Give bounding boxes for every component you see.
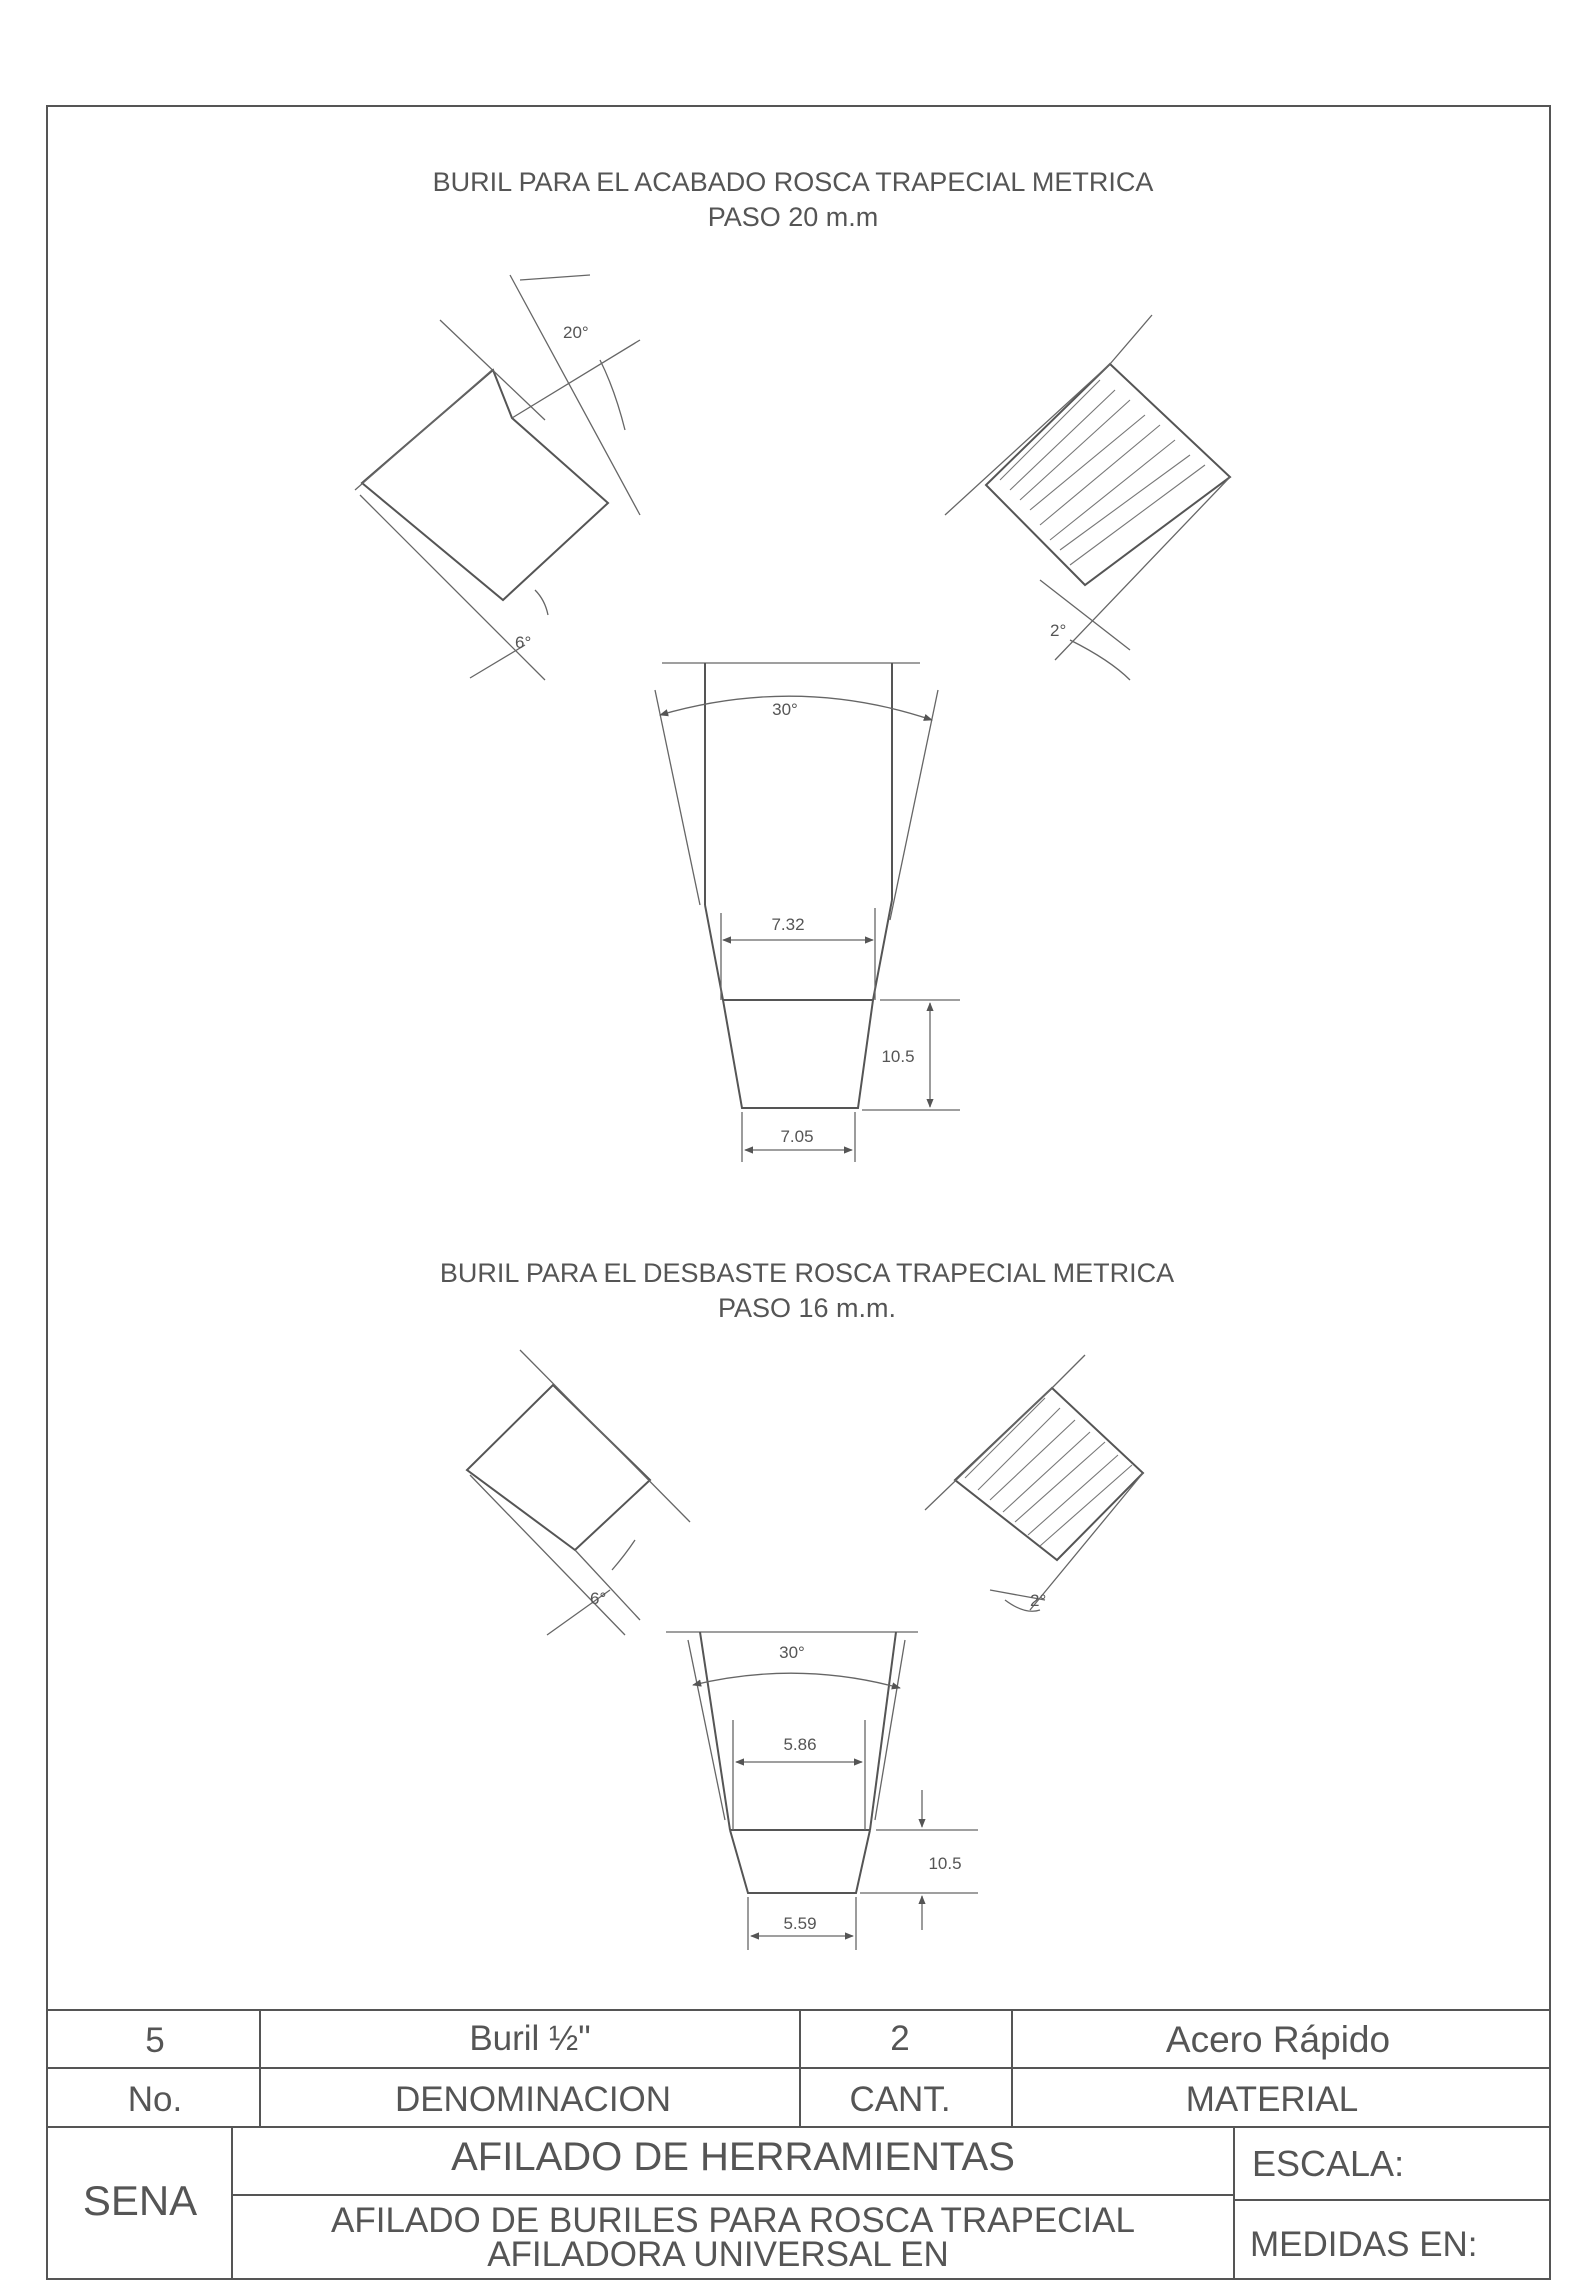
drawing1-dim-upper: 7.32 xyxy=(771,915,805,934)
parts-header-no: No. xyxy=(127,2080,183,2119)
drawing2-dim-tip: 5.59 xyxy=(783,1914,817,1933)
drawing2-front-view xyxy=(666,1632,978,1950)
title-block-units-label: MEDIDAS EN: xyxy=(1250,2225,1478,2264)
drawing2-angle-profile: 30° xyxy=(779,1643,805,1662)
sheet-border xyxy=(47,106,1550,2279)
title-block-org: SENA xyxy=(82,2177,198,2224)
drawing1-left-view xyxy=(355,275,640,680)
parts-header-denominacion: DENOMINACION xyxy=(394,2080,672,2119)
drawing1-angle-side: 2° xyxy=(1050,621,1067,640)
parts-header-material: MATERIAL xyxy=(1185,2080,1359,2119)
drawing2-angle-side: 2° xyxy=(1030,1591,1047,1610)
parts-row-cant: 2 xyxy=(890,2019,910,2058)
parts-row-no: 5 xyxy=(145,2021,165,2060)
drawing1-angle-clearance: 6° xyxy=(515,633,532,652)
drawing2-angle-clearance: 6° xyxy=(590,1589,607,1608)
drawing2-dim-height: 10.5 xyxy=(928,1854,962,1873)
drawing1-dim-tip: 7.05 xyxy=(780,1127,814,1146)
drawing1-front-view xyxy=(655,663,960,1162)
drawing1-dim-height: 10.5 xyxy=(881,1047,915,1066)
parts-list-table xyxy=(47,2010,1550,2127)
drawing2-subtitle: PASO 16 m.m. xyxy=(717,1293,897,1323)
drawing1-title: BURIL PARA EL ACABADO ROSCA TRAPECIAL METRICA xyxy=(432,167,1154,197)
drawing-finishing-tool xyxy=(355,167,1230,1162)
drawing1-angle-profile: 30° xyxy=(772,700,798,719)
parts-row-denominacion: Buril ½" xyxy=(469,2019,591,2058)
drawing2-dim-upper: 5.86 xyxy=(783,1735,817,1754)
parts-header-cant: CANT. xyxy=(849,2080,951,2119)
drawing2-left-view xyxy=(467,1350,690,1635)
drawing1-subtitle: PASO 20 m.m xyxy=(707,202,879,232)
drawing2-right-view xyxy=(925,1355,1143,1611)
title-block xyxy=(83,2127,1550,2279)
drawing2-title: BURIL PARA EL DESBASTE ROSCA TRAPECIAL METRICA xyxy=(439,1258,1175,1288)
title-block-title: AFILADO DE HERRAMIENTAS xyxy=(451,2135,1015,2179)
parts-row-material: Acero Rápido xyxy=(1165,2019,1391,2060)
title-block-subtitle-line2: AFILADORA UNIVERSAL EN xyxy=(487,2235,949,2274)
drawing1-right-view xyxy=(945,315,1230,680)
title-block-subtitle-line1: AFILADO DE BURILES PARA ROSCA TRAPECIAL xyxy=(331,2201,1135,2240)
drawing-roughing-tool xyxy=(440,1258,1174,1950)
drawing1-angle-top: 20° xyxy=(563,323,589,342)
title-block-scale-label: ESCALA: xyxy=(1252,2143,1405,2184)
